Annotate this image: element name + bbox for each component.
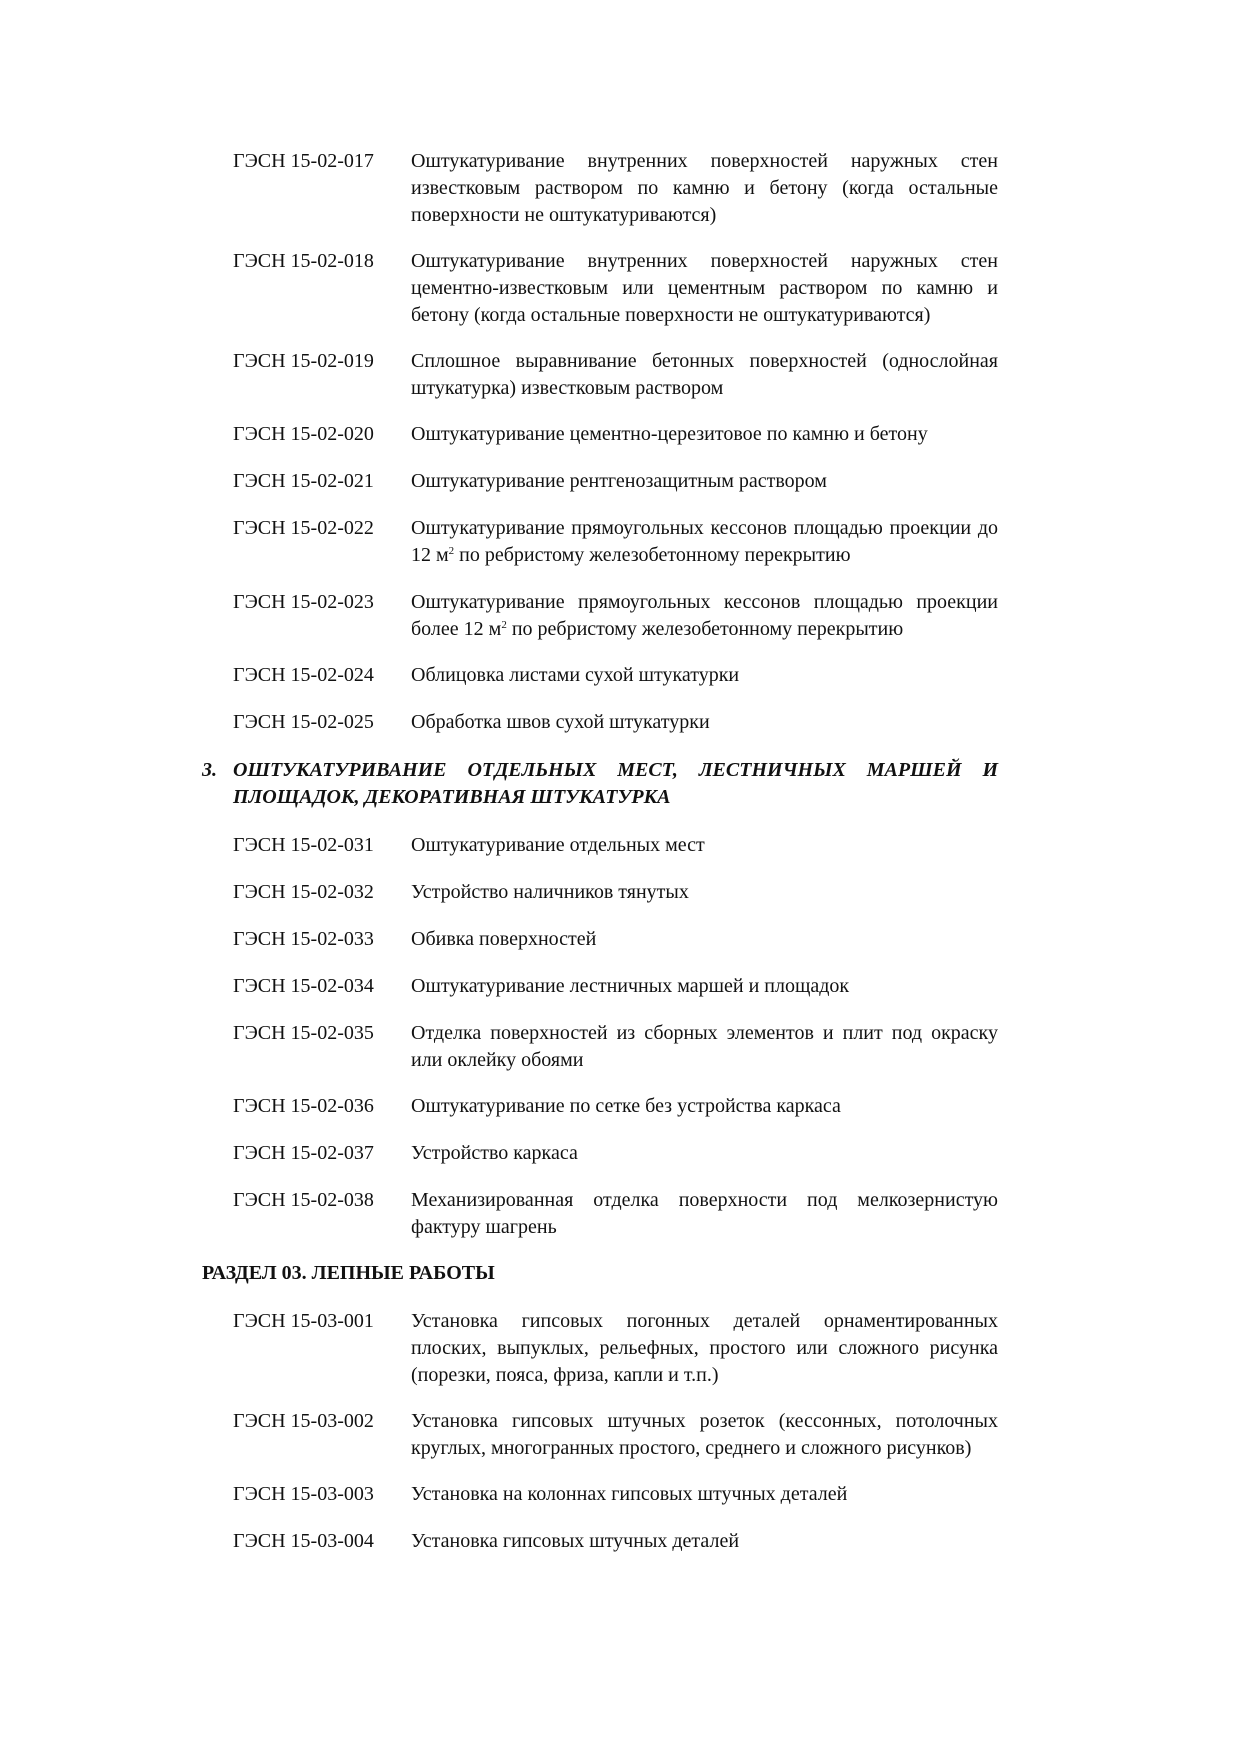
entry-title: Оштукатуривание рентгенозащитным раствором [411, 470, 827, 492]
entry-code: ГЭСН 15-02-025 [233, 711, 374, 733]
entry-code: ГЭСН 15-02-035 [233, 1022, 374, 1044]
entry-title: Оштукатуривание лестничных маршей и площадок [411, 975, 850, 997]
entry-title: Сплошное выравнивание бетонных поверхностей (однослойная штукатурка) известковым раствором [411, 350, 998, 399]
entry-title [411, 589, 998, 643]
entry-title: Оштукатуривание внутренних поверхностей наружных стен цементно-известковым или цементным раствором по камню и бетону (когда остальные поверхности не оштукатуриваются) [411, 250, 998, 326]
title-part: Оштукатуривание прямоугольных кессонов площадью проекции до 12 м [411, 517, 998, 566]
entry-15-02-018 [233, 248, 998, 329]
section-number: 3. [202, 759, 217, 781]
entry-15-02-025 [233, 709, 998, 736]
title-part: по ребристому железобетонному перекрытию [454, 544, 851, 566]
entry-title: Механизированная отделка поверхности под мелкозернистую фактуру шагрень [411, 1189, 998, 1238]
entry-title [411, 515, 998, 569]
entry-title: Отделка поверхностей из сборных элементов и плит под окраску или оклейку обоями [411, 1022, 998, 1071]
entry-title: Обработка швов сухой штукатурки [411, 711, 710, 733]
entry-title: Установка гипсовых штучных деталей [411, 1530, 740, 1552]
entry-15-02-020 [233, 421, 998, 448]
superscript: 2 [448, 545, 455, 557]
entry-title: Оштукатуривание по сетке без устройства каркаса [411, 1095, 841, 1117]
entry-title: Облицовка листами сухой штукатурки [411, 664, 740, 686]
entry-code: ГЭСН 15-02-023 [233, 591, 374, 613]
entry-code: ГЭСН 15-02-037 [233, 1142, 374, 1164]
entry-code: ГЭСН 15-02-036 [233, 1095, 374, 1117]
entry-code: ГЭСН 15-02-024 [233, 664, 374, 686]
entry-title: Установка гипсовых погонных деталей орнаментированных плоских, выпуклых, рельефных, простого или сложного рисунка (порезки, пояса, фриза, капли и т.п.) [411, 1310, 998, 1386]
entry-15-03-001 [233, 1308, 998, 1389]
entry-code: ГЭСН 15-02-038 [233, 1189, 374, 1211]
entry-code: ГЭСН 15-03-001 [233, 1310, 374, 1332]
entry-15-02-038 [233, 1187, 998, 1241]
entry-code: ГЭСН 15-02-018 [233, 250, 374, 272]
entry-title: Установка гипсовых штучных розеток (кессонных, потолочных круглых, многогранных простого, среднего и сложного рисунков) [411, 1410, 998, 1459]
part-heading: РАЗДЕЛ 03. ЛЕПНЫЕ РАБОТЫ [202, 1262, 495, 1284]
entry-15-02-031 [233, 832, 998, 859]
entry-15-02-036 [233, 1093, 998, 1120]
entry-code: ГЭСН 15-02-020 [233, 423, 374, 445]
entry-title: Установка на колоннах гипсовых штучных деталей [411, 1483, 848, 1505]
entry-code: ГЭСН 15-02-034 [233, 975, 374, 997]
entry-15-02-023 [233, 589, 998, 643]
entry-15-02-021 [233, 468, 998, 495]
entry-title: Обивка поверхностей [411, 928, 597, 950]
entry-15-02-035 [233, 1020, 998, 1074]
entry-15-02-024 [233, 662, 998, 689]
entry-15-02-022 [233, 515, 998, 569]
entry-15-03-004 [233, 1528, 998, 1555]
entry-code: ГЭСН 15-03-002 [233, 1410, 374, 1432]
entry-15-02-034 [233, 973, 998, 1000]
entry-title: Оштукатуривание внутренних поверхностей наружных стен известковым раствором по камню и бетону (когда остальные поверхности не оштукатуриваются) [411, 150, 998, 226]
entry-15-02-037 [233, 1140, 998, 1167]
entry-15-03-002 [233, 1408, 998, 1462]
entry-title: Устройство наличников тянутых [411, 881, 689, 903]
superscript: 2 [501, 619, 507, 631]
entry-code: ГЭСН 15-02-032 [233, 881, 374, 903]
entry-title: Оштукатуривание цементно-церезитовое по камню и бетону [411, 423, 928, 445]
entry-code: ГЭСН 15-03-003 [233, 1483, 374, 1505]
entry-15-03-003 [233, 1481, 998, 1508]
entry-code: ГЭСН 15-02-019 [233, 350, 374, 372]
entry-15-02-017 [233, 148, 998, 229]
entry-15-02-032 [233, 879, 998, 906]
section-heading [202, 757, 998, 811]
entry-code: ГЭСН 15-02-033 [233, 928, 374, 950]
entry-title: Устройство каркаса [411, 1142, 578, 1164]
entry-code: ГЭСН 15-02-022 [233, 517, 374, 539]
title-part: Оштукатуривание прямоугольных кессонов площадью проекции более 12 м [411, 591, 998, 640]
entry-code: ГЭСН 15-02-031 [233, 834, 374, 856]
title-part: по ребристому железобетонному перекрытию [506, 618, 904, 640]
entry-title: Оштукатуривание отдельных мест [411, 834, 705, 856]
entry-15-02-033 [233, 926, 998, 953]
entry-code: ГЭСН 15-02-017 [233, 150, 374, 172]
section-title: ОШТУКАТУРИВАНИЕ ОТДЕЛЬНЫХ МЕСТ, ЛЕСТНИЧНЫХ МАРШЕЙ И ПЛОЩАДОК, ДЕКОРАТИВНАЯ ШТУКАТУРКА [233, 759, 998, 808]
entry-code: ГЭСН 15-03-004 [233, 1530, 374, 1552]
entry-15-02-019 [233, 348, 998, 402]
entry-code: ГЭСН 15-02-021 [233, 470, 374, 492]
